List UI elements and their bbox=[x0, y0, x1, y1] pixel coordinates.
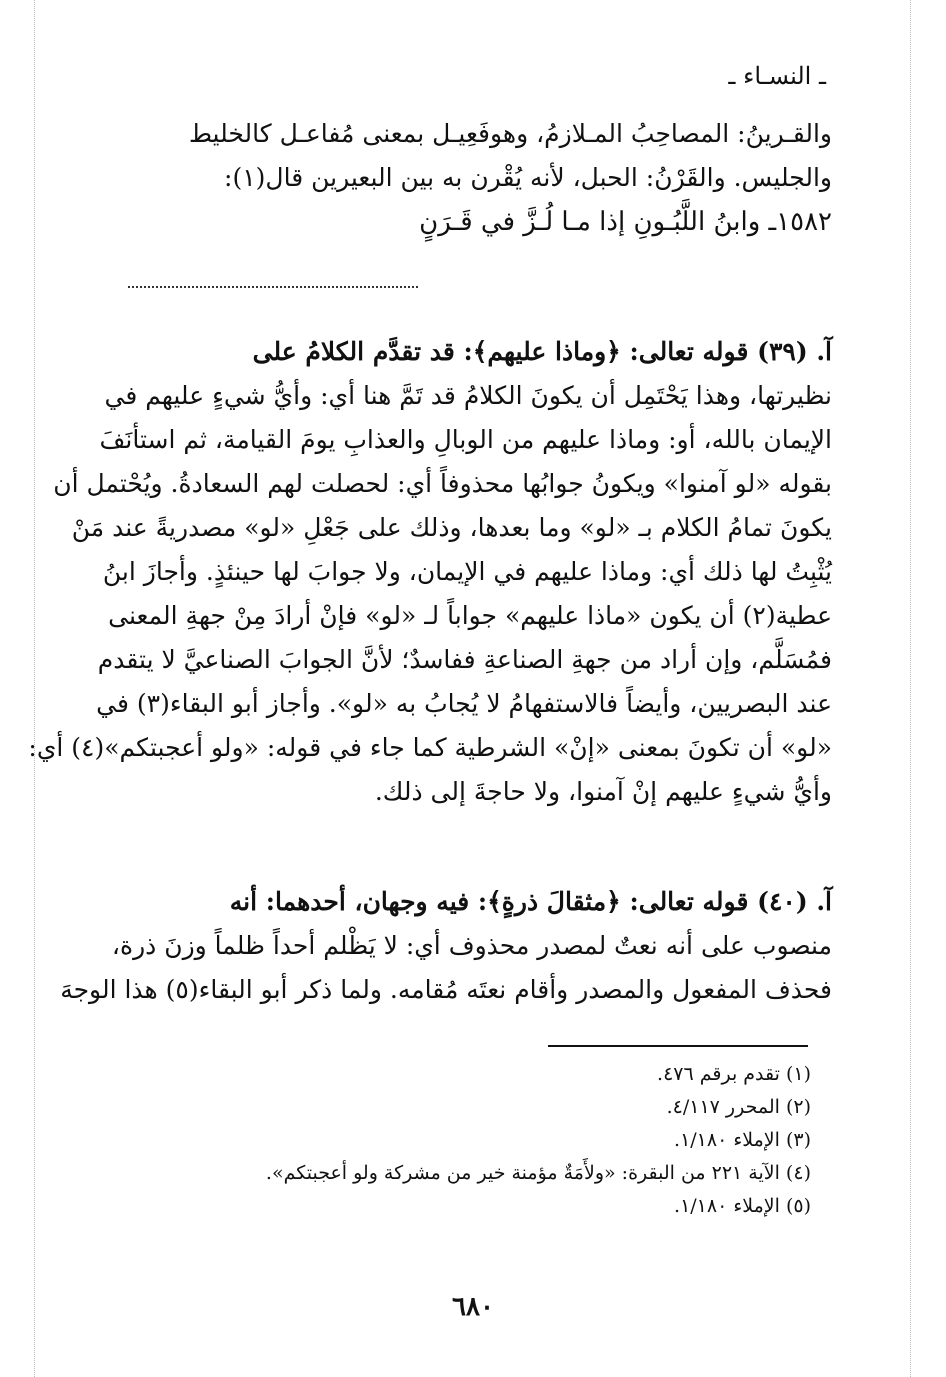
footnote: (٥) الإملاء ١/١٨٠. bbox=[674, 1195, 811, 1217]
footnote-rule bbox=[548, 1045, 808, 1047]
section-heading-line: آ. (٣٩) قوله تعالى: ﴿وماذا عليهم﴾: قد تقدَّم الكلامُ على bbox=[252, 337, 832, 366]
text-line: يكونَ تمامُ الكلام بـ «لو» وما بعدها، وذلك على جَعْلِ «لو» مصدريةً عند مَنْ bbox=[71, 513, 832, 542]
text-line: عطية(٢) أن يكون «ماذا عليهم» جواباً لـ «لو» فإنْ أرادَ مِنْ جهةِ المعنى bbox=[108, 601, 832, 630]
text-line: «لو» أن تكونَ بمعنى «إنْ» الشرطية كما جاء في قوله: «ولو أعجبتكم»(٤) أي: bbox=[28, 733, 832, 762]
section-40-paragraph bbox=[60, 880, 832, 1012]
scan-edge-right bbox=[910, 0, 911, 1377]
text-line: الإيمان بالله، أو: وماذا عليهم من الوبالِ والعذابِ يومَ القيامة، ثم استأنَفَ bbox=[99, 425, 832, 454]
page-number: ٦٨٠ bbox=[452, 1292, 494, 1322]
text-line: فمُسَلَّم، وإن أراد من جهةِ الصناعةِ ففاسدٌ؛ لأنَّ الجوابَ الصناعيَّ لا يتقدم bbox=[97, 645, 832, 674]
text-line: والقـرينُ: المصاحِبُ المـلازمُ، وهوفَعِيـل بمعنى مُفاعـل كالخليط bbox=[188, 119, 832, 148]
text-line: يُثْبِتُ لها ذلك أي: وماذا عليهم في الإيمان، ولا جوابَ لها حينئذٍ. وأجازَ ابنُ bbox=[102, 557, 832, 586]
footnote: (٣) الإملاء ١/١٨٠. bbox=[674, 1129, 811, 1151]
text-line: منصوب على أنه نعتٌ لمصدر محذوف أي: لا يَظْلم أحداً ظلماً وزنَ ذرة، bbox=[111, 931, 832, 960]
section-heading-line: آ. (٤٠) قوله تعالى: ﴿مثقالَ ذرةٍ﴾: فيه وجهان، أحدهما: أنه bbox=[229, 887, 832, 916]
poetry-verse: ١٥٨٢ـ وابنُ اللَّبُـونِ إذا مـا لُـزَّ في قَـرَنٍ bbox=[419, 207, 832, 237]
text-line: فحذف المفعول والمصدر وأقام نعتَه مُقامه. ولما ذكر أبو البقاء(٥) هذا الوجهَ bbox=[60, 975, 832, 1004]
running-head: ـ النسـاء ـ bbox=[728, 62, 826, 90]
text-line: وأيُّ شيءٍ عليهم إنْ آمنوا، ولا حاجةَ إلى ذلك. bbox=[374, 777, 832, 806]
section-39-paragraph bbox=[28, 330, 832, 814]
footnote: (١) تقدم برقم ٤٧٦. bbox=[657, 1063, 811, 1085]
text-line: بقوله «لو آمنوا» ويكونُ جوابُها محذوفاً أي: لحصلت لهم السعادةُ. ويُحْتمل أن bbox=[53, 469, 832, 498]
footnote: (٤) الآية ٢٢١ من البقرة: «ولأَمَةٌ مؤمنة خير من مشركة ولو أعجبتكم». bbox=[265, 1162, 811, 1184]
scan-edge-left bbox=[34, 0, 35, 1377]
text-line: والجليس. والقَرْنُ: الحبل، لأنه يُقْرن به بين البعيرين قال(١): bbox=[224, 163, 832, 192]
footnote: (٢) المحرر ٤/١١٧. bbox=[666, 1096, 811, 1118]
dotted-separator bbox=[128, 286, 418, 288]
text-line: نظيرتها، وهذا يَحْتَمِل أن يكونَ الكلامُ قد تَمَّ هنا أي: وأيُّ شيءٍ عليهم في bbox=[104, 381, 832, 410]
text-line: عند البصريين، وأيضاً فالاستفهامُ لا يُجابُ به «لو». وأجاز أبو البقاء(٣) في bbox=[96, 689, 832, 718]
intro-paragraph bbox=[100, 112, 832, 244]
footnotes bbox=[150, 1058, 811, 1223]
